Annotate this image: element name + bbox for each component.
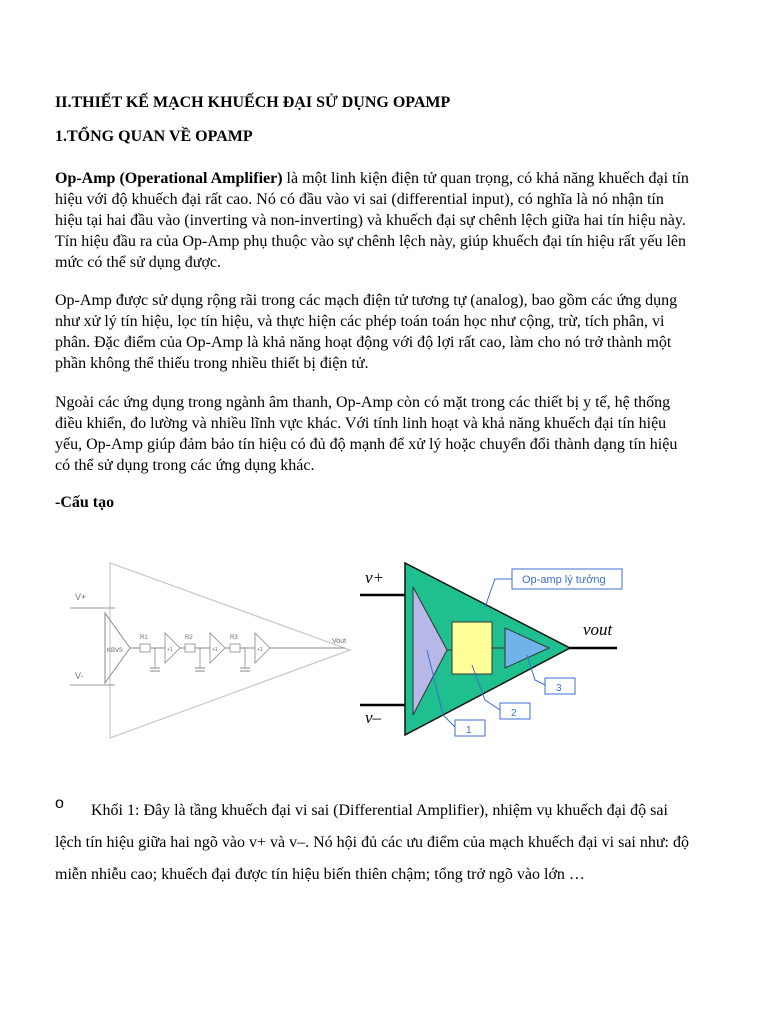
left-gain2-label: +1 (212, 647, 218, 653)
section-label: -Cấu tạo (55, 494, 115, 511)
paragraph-1 (55, 168, 695, 273)
left-vout-label: Vout (332, 638, 347, 645)
label-3: 3 (556, 683, 562, 694)
callout-title: Op-amp lý tưởng (522, 574, 606, 586)
sub-heading: 1.TỔNG QUAN VỀ OPAMP (55, 128, 253, 145)
bullet-text: Khối 1: Đây là tầng khuếch đại vi sai (Differential Amplifier), nhiệm vụ khuếch đại độ sai lệch tín hiệu giữa hai ngõ vào v+ và v–. Nó hội đủ các ưu điểm của mạch khuếch đại vi sai như: độ miễn nhiễu cao; khuếch đại được tín hiệu biến thiên chậm; tổng trở ngõ vào lớn … (55, 802, 689, 883)
paragraph-2: Op-Amp được sử dụng rộng rãi trong các mạch điện tử tương tự (analog), bao gồm các ứng dụng như xử lý tín hiệu, lọc tín hiệu, và thực hiện các phép toán toán học như cộng, trừ, tích phân, vi phân. Đặc điểm của Op-Amp là khả năng hoạt động với độ lợi rất cao, làm cho nó trở thành một phần không thể thiếu trong nhiều thiết bị điện tử. (55, 292, 678, 372)
paragraph-1-bold: Op-Amp (Operational Amplifier) (55, 170, 283, 187)
label-2: 2 (511, 708, 517, 719)
bullet-marker: o (55, 795, 64, 812)
label-1: 1 (466, 725, 472, 736)
left-r1-label: R1 (140, 635, 148, 641)
left-r3-label: R3 (230, 635, 238, 641)
right-vplus-label: v+ (365, 568, 385, 587)
left-gain3-label: +1 (257, 647, 263, 653)
opamp-block-diagram (355, 555, 630, 760)
left-gain1-label: +1 (167, 647, 173, 653)
left-vminus-label: V- (75, 671, 84, 681)
opamp-internal-diagram (70, 533, 360, 768)
right-vout-label: vout (583, 620, 613, 639)
left-r2-label: R2 (185, 635, 193, 641)
left-kbvs-label: KBVS (107, 648, 124, 654)
paragraph-1-text: là một linh kiện điện tử quan trọng, có khả năng khuếch đại tín hiệu với độ khuếch đại rất cao. Nó có đầu vào vi sai (differential input), có nghĩa là nó nhận tín hiệu tại hai đầu vào (inverting và non-inverting) và khuếch đại sự chênh lệch giữa hai tín hiệu này. Tín hiệu đầu ra của Op-Amp phụ thuộc vào sự chênh lệch này, giúp khuếch đại tín hiệu rất yếu lên mức có thể sử dụng được. (55, 170, 689, 271)
paragraph-3: Ngoài các ứng dụng trong ngành âm thanh, Op-Amp còn có mặt trong các thiết bị y tế, hệ thống điều khiển, đo lường và nhiều lĩnh vực khác. Với tính linh hoạt và khả năng khuếch đại tín hiệu yếu, Op-Amp giúp đảm bảo tín hiệu có đủ độ mạnh để xử lý hoặc chuyển đổi thành dạng tín hiệu có thể sử dụng trong các ứng dụng khác. (55, 394, 678, 474)
main-heading: II.THIẾT KẾ MẠCH KHUẾCH ĐẠI SỬ DỤNG OPAMP (55, 94, 451, 111)
right-vminus-label: v– (365, 708, 382, 727)
left-vplus-label: V+ (75, 592, 87, 602)
